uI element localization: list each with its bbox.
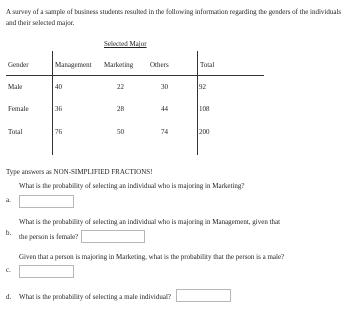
cell-female-total: 108: [199, 105, 210, 113]
cell-female-management: 36: [55, 105, 62, 113]
cell-total-management: 76: [55, 128, 62, 136]
answer-b-input[interactable]: [81, 230, 145, 243]
total-divider: [197, 51, 198, 155]
question-d-letter: d.: [6, 293, 12, 301]
cell-male-management: 40: [55, 83, 62, 91]
cell-female-others: 44: [161, 105, 168, 113]
question-b-letter: b.: [6, 229, 12, 237]
col-header-total: Total: [200, 61, 215, 69]
contingency-table: [6, 38, 268, 158]
answer-a-input[interactable]: [19, 195, 74, 208]
question-b-text-line1: What is the probability of selecting an individual who is majoring in Management, given that: [19, 218, 281, 226]
cell-total-marketing: 50: [117, 128, 124, 136]
col-header-management: Management: [55, 61, 92, 69]
selected-major-title: Selected Major: [104, 40, 147, 48]
intro-paragraph: A survey of a sample of business students resulted in the following information regarding the genders of the individuals and their selected major.: [6, 8, 342, 27]
answer-d-input[interactable]: [176, 289, 231, 302]
cell-female-marketing: 28: [117, 105, 124, 113]
header-divider: [6, 75, 264, 76]
col-header-marketing: Marketing: [104, 61, 134, 69]
question-c-letter: c.: [6, 266, 11, 274]
row-label-total: Total: [8, 128, 23, 136]
question-c-text: Given that a person is majoring in Marketing, what is the probability that the person is a male?: [19, 253, 285, 261]
question-a-text: What is the probability of selecting an individual who is majoring in Marketing?: [19, 182, 245, 190]
cell-total-others: 74: [161, 128, 168, 136]
left-divider: [52, 51, 53, 155]
instructions: Type answers as NON-SIMPLIFIED FRACTIONS!: [6, 168, 153, 176]
cell-total-total: 200: [199, 128, 210, 136]
cell-male-others: 30: [161, 83, 168, 91]
question-a-letter: a.: [6, 196, 11, 204]
answer-c-input[interactable]: [19, 265, 74, 278]
row-label-male: Male: [8, 83, 23, 91]
col-header-others: Others: [150, 61, 169, 69]
gender-header: Gender: [8, 61, 29, 69]
question-b-text-line2: the person is female?: [19, 233, 79, 241]
cell-male-marketing: 22: [117, 83, 124, 91]
row-label-female: Female: [8, 105, 29, 113]
cell-male-total: 92: [199, 83, 206, 91]
question-d-text: What is the probability of selecting a male individual?: [19, 293, 172, 301]
